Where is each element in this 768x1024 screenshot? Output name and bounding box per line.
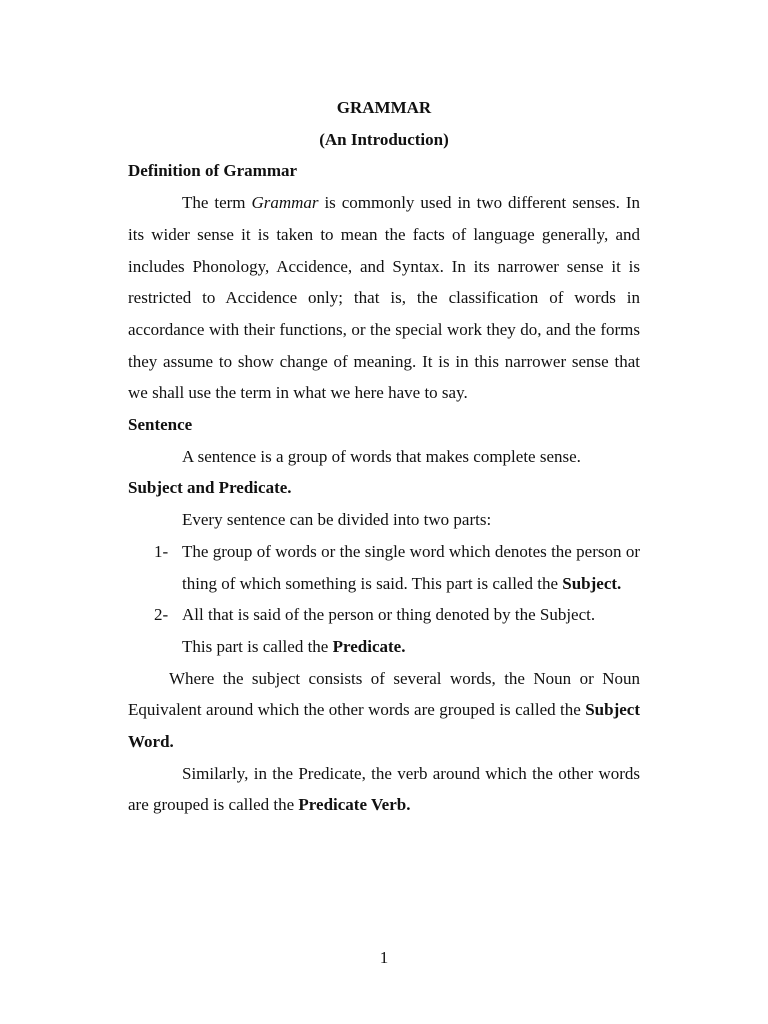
list-item-1	[128, 536, 640, 599]
list-bold-subject: Subject.	[562, 573, 622, 593]
paragraph-sentence: A sentence is a group of words that makes complete sense.	[182, 446, 581, 466]
definition-text-after: is commonly used in two different senses. In its wider sense it is taken to mean the facts of language generally, and includes Phonology, Accidence, and Syntax. In its narrower sense it is restricted to Accidence only; that is, the classification of words in accordance with their functions, or the special work they do, and the forms they assume to show change of meaning. It is in this narrower sense that we shall use the term in what we here have to say.	[128, 193, 640, 403]
list-item-2	[128, 599, 640, 631]
definition-term-grammar: Grammar	[251, 193, 319, 213]
page-subtitle: (An Introduction)	[319, 129, 449, 149]
list-text-2: All that is said of the person or thing denoted by the Subject.	[182, 605, 596, 625]
page-title: GRAMMAR	[336, 98, 432, 117]
list-text-2-continuation: This part is called the	[182, 636, 333, 656]
list-number-2: 2-	[154, 605, 169, 625]
subject-word-text: Where the subject consists of several words, the Noun or Noun Equivalent around which the other words are grouped is called the	[128, 668, 640, 720]
definition-text-before: The term	[182, 193, 252, 213]
paragraph-intro: Every sentence can be divided into two parts:	[182, 510, 492, 530]
list-item-2-continuation	[128, 631, 640, 663]
heading-definition: Definition of Grammar	[128, 161, 298, 181]
list-text-1: The group of words or the single word which denotes the person or thing of which something is said. This part is called the	[182, 541, 640, 593]
predicate-verb-text: Similarly, in the Predicate, the verb around which the other words are grouped is called the	[128, 763, 640, 815]
page-number: 1	[379, 948, 389, 967]
list-bold-predicate: Predicate.	[332, 636, 406, 656]
paragraph-subject-word	[128, 663, 640, 758]
predicate-verb-bold: Predicate Verb.	[298, 795, 411, 815]
heading-subject-predicate: Subject and Predicate.	[128, 478, 292, 498]
paragraph-predicate-verb	[128, 758, 640, 821]
heading-sentence: Sentence	[128, 415, 193, 435]
list-number-1: 1-	[154, 541, 169, 561]
text-column	[128, 92, 640, 821]
subject-word-bold: Subject Word.	[128, 700, 640, 752]
paragraph-definition	[128, 187, 640, 409]
